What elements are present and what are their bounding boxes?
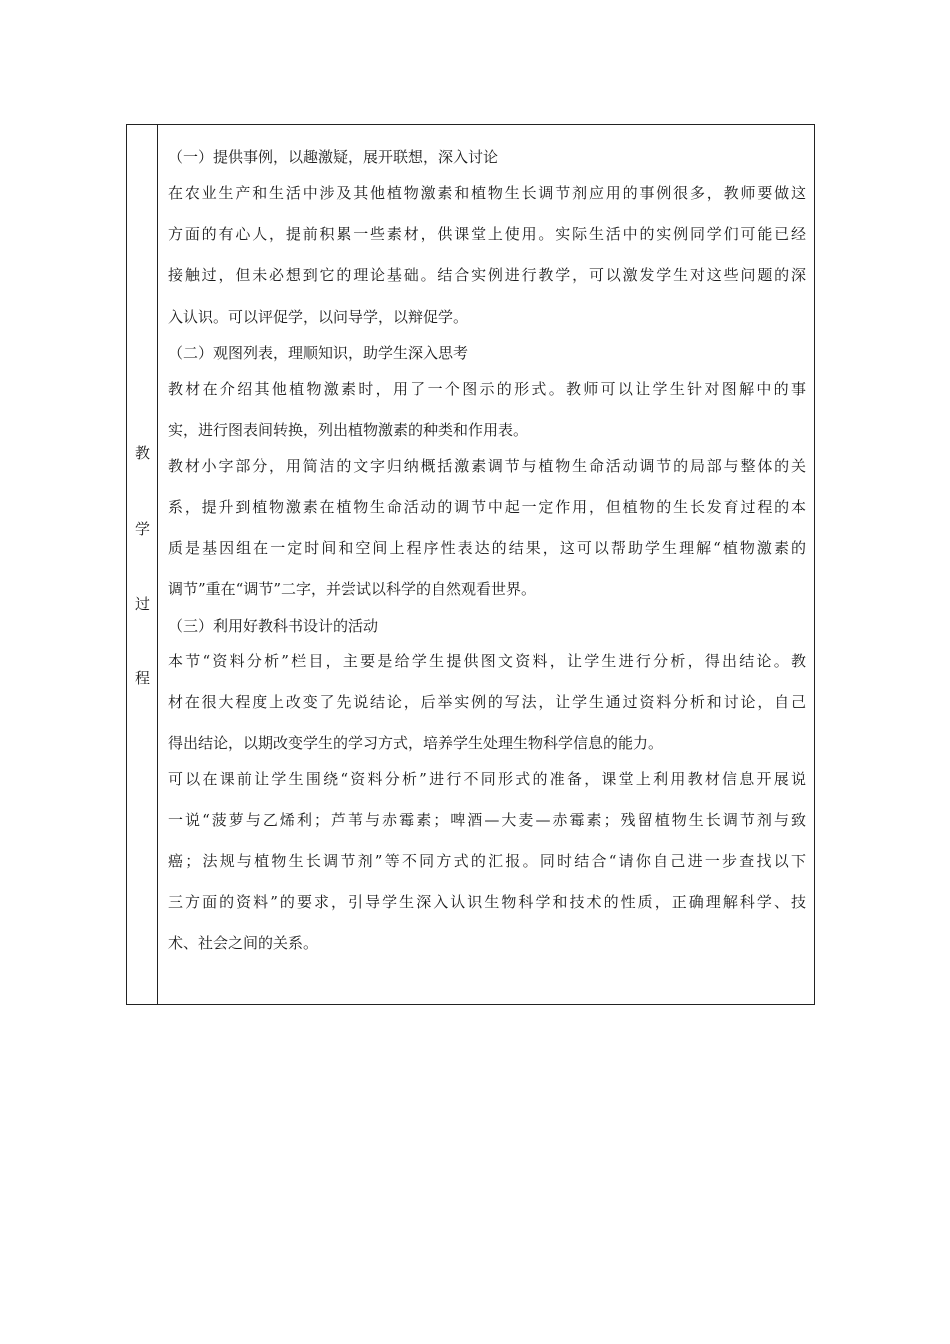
paragraph-line: 方面的有心人，提前积累一些素材，供课堂上使用。实际生活中的实例同学们可能已经 — [168, 225, 806, 243]
section-label-char: 教 — [134, 444, 150, 462]
heading-1: （一）提供事例，以趣激疑，展开联想，深入讨论 — [168, 148, 499, 166]
paragraph-line: 三方面的资料”的要求，引导学生深入认识生物科学和技术的性质，正确理解科学、技 — [168, 893, 806, 911]
content-cell — [158, 125, 814, 1004]
paragraph-line: 系，提升到植物激素在植物生命活动的调节中起一定作用，但植物的生长发育过程的本 — [168, 498, 806, 516]
paragraph-line: 材在很大程度上改变了先说结论，后举实例的写法，让学生通过资料分析和讨论，自己 — [168, 693, 806, 711]
paragraph-line: 调节”重在“调节”二字，并尝试以科学的自然观看世界。 — [168, 580, 537, 598]
paragraph-line: 质是基因组在一定时间和空间上程序性表达的结果，这可以帮助学生理解“植物激素的 — [168, 539, 806, 557]
paragraph-line: 入认识。可以评促学，以问导学，以辩促学。 — [168, 308, 469, 326]
paragraph-line: 一说“菠萝与乙烯利；芦苇与赤霉素；啤酒—大麦—赤霉素；残留植物生长调节剂与致 — [168, 811, 806, 829]
section-label-char: 学 — [134, 520, 150, 538]
section-label-char: 程 — [134, 669, 150, 687]
paragraph-line: 可以在课前让学生围绕“资料分析”进行不同形式的准备，课堂上利用教材信息开展说 — [168, 770, 806, 788]
heading-3: （三）利用好教科书设计的活动 — [168, 617, 379, 635]
paragraph-line: 得出结论，以期改变学生的学习方式，培养学生处理生物科学信息的能力。 — [168, 734, 664, 752]
section-label-cell — [127, 125, 158, 1004]
paragraph-line: 在农业生产和生活中涉及其他植物激素和植物生长调节剂应用的事例很多，教师要做这 — [168, 184, 806, 202]
paragraph-line: 教材小字部分，用简洁的文字归纳概括激素调节与植物生命活动调节的局部与整体的关 — [168, 457, 806, 475]
paragraph-line: 本节“资料分析”栏目，主要是给学生提供图文资料，让学生进行分析，得出结论。教 — [168, 652, 806, 670]
heading-2: （二）观图列表，理顺知识，助学生深入思考 — [168, 344, 469, 362]
paragraph-line: 接触过，但未必想到它的理论基础。结合实例进行教学，可以激发学生对这些问题的深 — [168, 266, 806, 284]
section-label-char: 过 — [134, 595, 150, 613]
paragraph-line: 癌；法规与植物生长调节剂”等不同方式的汇报。同时结合“请你自己进一步查找以下 — [168, 852, 806, 870]
paragraph-line: 教材在介绍其他植物激素时，用了一个图示的形式。教师可以让学生针对图解中的事 — [168, 380, 806, 398]
paragraph-line: 实，进行图表间转换，列出植物激素的种类和作用表。 — [168, 421, 529, 439]
lesson-table — [126, 124, 815, 1005]
paragraph-line: 术、社会之间的关系。 — [168, 934, 319, 952]
